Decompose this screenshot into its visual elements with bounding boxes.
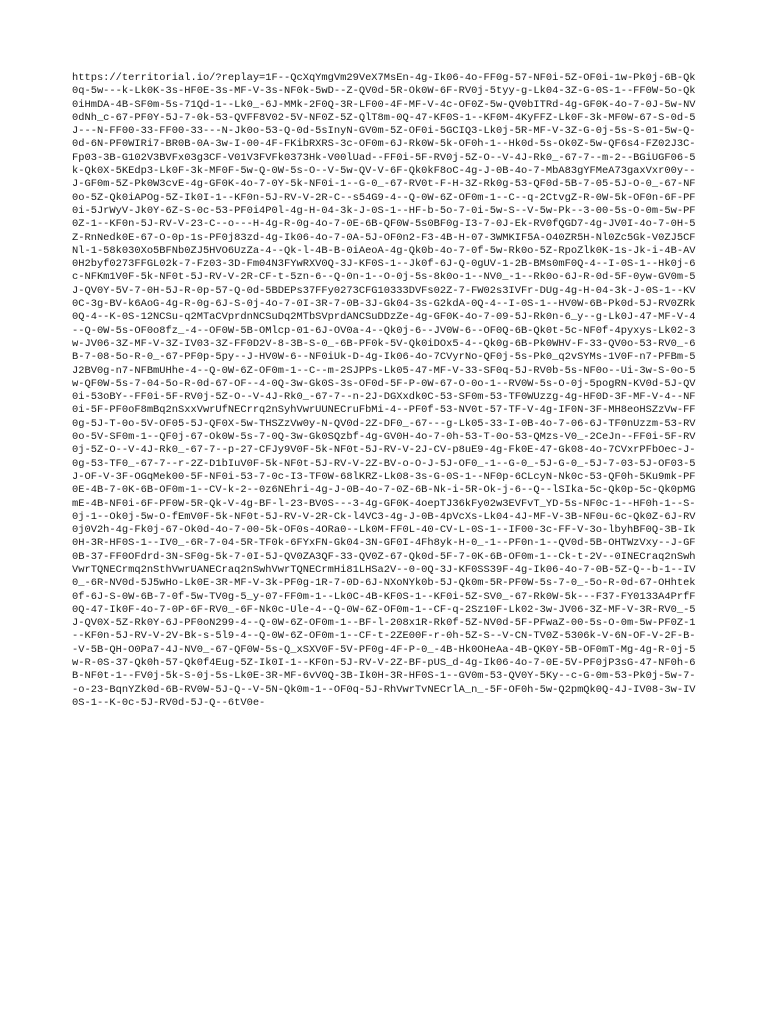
replay-url-text: https://territorial.io/?replay=1F--QcXqYmgVm29VeX7MsEn-4g-Ik06-4o-FF0g-57-NF0i-5Z-OF0i-1w-Pk0j-6B-Qk0q-5w---k-Lk0K-3s-HF0E-3s-MF-V-3s-NF0k-5wD--Z-QV0d-5R-Ok0W-6F-RV0j-5tyy-g-Lk04-3Z-G-0S-1--FF0W-5o-Qk0iHmDA-4B-SF0m-5s-71Qd-1--Lk0_-6J-MMk-2F0Q-3R-LF00-4F-MF-V-4c-OF0Z-5w-QV0bITRd-4g-GF0K-4o-7-0J-5w-NV0dNh_c-67-PF0Y-5J-7-0k-53-QVFF8V02-5V-NF0Z-5Z-QlT8m-0Q-47-KF0S-1--KF0M-4KyFFZ-Lk0F-3k-MF0W-67-S-0d-5J---N-FF00-33-FF00-33---N-Jk0o-53-Q-0d-5sInyN-GV0m-5Z-OF0i-5GCIQ3-Lk0j-5R-MF-V-3Z-G-0j-5s-S-01-5w-Q-0d-6N-PF0WIRi7-BR0B-0A-3w-I-00-4F-FKibRXRS-3c-OF0m-6J-Rk0W-5k-OF0h-1--Hk0d-5s-Ok0Z-5w-QF6s4-FZ02J3C-Fp03-3B-G102V3BVFx03g3CF-V01V3FVFk0373Hk-V00lUad--FF0i-5F-RV0j-5Z-O--V-4J-Rk0_-67-7--m-2--BGiUGF06-5k-Qk0X-5KEdp3-Lk0F-3k-MF0F-5w-Q-0W-5s-O--V-5w-QV-V-6F-Qk0kF8oC-4g-J-0B-4o-7-MbA83gYFMeA73gaxVxr00y--J-GF0m-5Z-Pk0W3cvE-4g-GF0K-4o-7-0Y-5k-NF0i-1--G-0_-67-RV0t-F-H-3Z-Rk0g-53-QF0d-5B-7-05-5J-O-0_-67-NF0o-5Z-Qk0iAPOg-5Z-Ik0I-1--KF0n-5J-RV-V-2R-C--s54G9-4--Q-0W-6Z-OF0m-1--C--q-2CtvgZ-R-0W-5k-OF0n-6F-PF0i-5JrWyV-Jk0Y-6Z-S-0c-53-PF0i4P0l-4g-H-04-3k-J-0S-1--HF-b-5o-7-0i-5w-S--V-5w-Pk--3-00-5s-O-0m-5w-PF0Z-1--KF0n-5J-RV-V-23-C--o---H-4g-R-0g-4o-7-0E-6B-QF0W-5s0BF0g-I3-7-0J-Ek-RV0fQGD7-4g-JV0I-4o-7-0H-5Z-RnNedk0E-67-O-0p-1s-PF0j83zd-4g-Ik06-4o-7-0A-5J-OF0n2-F3-4B-H-07-3WMKIF5A-O40ZR5H-Nl0Zc5Gk-V0ZJ5CFNl-1-58k030Xo5BFNb0ZJ5HVO6UzZa-4--Qk-l-4B-B-0iAeoA-4g-Qk0b-4o-7-0f-5w-Rk0o-5Z-RpoZlk0K-1s-Jk-i-4B-AV0H2byf0273FFGL02k-7-Fz03-3D-Fm04N3FYwRXV0Q-3J-KF0S-1--Jk0f-6J-Q-0gUV-1-2B-BMs0mF0Q-4--I-0S-1--Hk0j-6c-NFKm1V0F-5k-NF0t-5J-RV-V-2R-CF-t-5zn-6--Q-0n-1--O-0j-5s-8k0o-1--NV0_-1--Rk0o-6J-R-0d-5F-0yw-GV0m-5J-QV0Y-5V-7-0H-5J-R-0p-57-Q-0d-5BDEPs37FFy0273CFG10333DVFs02Z-7-FW02s3IVFr-DUg-4g-H-04-3k-J-0S-1--KV0C-3g-BV-k6AoG-4g-R-0g-6J-S-0j-4o-7-0I-3R-7-0B-3J-Gk04-3s-G2kdA-0Q-4--I-0S-1--HV0W-6B-Pk0d-5J-RV0ZRk0Q-4--K-0S-12NCSu-q2MTaCVprdnNCSuDq2MTbSVprdANCSuDDzZe-4g-GF0K-4o-7-09-5J-Rk0n-6_y--g-Lk0J-47-MF-V-4--Q-0W-5s-OF0o8fz_-4--OF0W-5B-OMlcp-01-6J-OV0a-4--Qk0j-6--JV0W-6--OF0Q-6B-Qk0t-5c-NF0f-4pyxys-Lk02-3w-JV06-3Z-MF-V-3Z-IV03-3Z-FF0D2V-8-3B-S-0_-6B-PF0k-5V-Qk0iDOx5-4--Qk0g-6B-Pk0WHV-F-33-QV0o-53-RV0_-6B-7-08-5o-R-0_-67-PF0p-5py--J-HV0W-6--NF0iUk-D-4g-Ik06-4o-7CVyrNo-QF0j-5s-Pk0_q2vSYMs-1V0F-n7-PFBm-5J2BV0g-n7-NFBmUHhe-4--Q-0W-6Z-OF0m-1--C--m-2SJPPs-Lk05-47-MF-V-33-SF0q-5J-RV0b-5s-NF0o--Ui-3w-S-0o-5w-QF0W-5s-7-04-5o-R-0d-67-OF--4-0Q-3w-Gk0S-3s-OF0d-5F-P-0W-67-O-0o-1--RV0W-5s-O-0j-5pogRN-KV0d-5J-QV0i-53oBY--FF0i-5F-RV0j-5Z-O--V-4J-Rk0_-67-7--n-2J-DGXxdk0C-53-SF0m-53-TF0WUzzg-4g-HF0D-3F-MF-V-4--NF0i-5F-PF0oF8mBq2nSxxVwrUfNECrrq2nSyhVwrUUNECruFbMi-4--PF0f-53-NV0t-57-TF-V-4g-IF0N-3F-MH8eoHSZzVw-FF0g-5J-T-0o-5V-OF05-5J-QF0X-5w-THSZzVw0y-N-QV0d-2Z-DF0_-67---g-Lk05-33-I-0B-4o-7-06-6J-TF0nUzzm-53-RV0o-5V-SF0m-1--QF0j-67-Ok0W-5s-7-0Q-3w-Gk0SQzbf-4g-GV0H-4o-7-0h-53-T-0o-53-QMzs-V0_-2CeJn--FF0i-5F-RV0j-5Z-O--V-4J-Rk0_-67-7--p-27-CFJy9V0F-5k-NF0t-5J-RV-V-2J-CV-p8uE9-4g-Fk0E-47-Gk08-4o-7CVxrPFbOec-J-0g-53-TF0_-67-7--r-2Z-D1bIuV0F-5k-NF0t-5J-RV-V-2Z-BV-o-O-J-5J-OF0_-1--G-0_-5J-G-0_-5J-7-03-5J-OF03-5J-OF-V-3F-OGqMek00-5F-NF0i-53-7-0c-I3-TF0W-68lKRZ-Lk08-3s-G-0S-1--NF0p-6CLcyN-Nk0c-53-QF0h-5Ku9mk-PF0E-4B-7-0K-6B-OF0m-1--CV-k-2--0z6NEhri-4g-J-0B-4o-7-0Z-6B-Nk-i-5R-Ok-j-6--Q--lSIka-5c-Qk0p-5c-Qk0pMGmE-4B-NF0i-6F-PF0W-5R-Qk-V-4g-BF-l-23-BV0S---3-4g-GF0K-4oepTJ36kFy02w3EVFvT_YD-5s-NF0c-1--HF0h-1--S-0j-1--Ok0j-5w-O-fEmV0F-5k-NF0t-5J-RV-V-2R-Ck-l4VC3-4g-J-0B-4pVcXs-Lk04-4J-MF-V-3B-NF0u-6c-Qk0Z-6J-RV0j0V2h-4g-Fk0j-67-Ok0d-4o-7-00-5k-OF0s-4ORa0--Lk0M-FF0L-40-CV-L-0S-1--IF00-3c-FF-V-3o-lbyhBF0Q-3B-Ik0H-3R-HF0S-1--IV0_-6R-7-04-5R-TF0k-6FYxFN-Gk04-3N-GF0I-4Fh8yk-H-0_-1--PF0n-1--QV0d-5B-OHTWzVxy--J-GF0B-37-FF0OFdrd-3N-SF0g-5k-7-0I-5J-QV0ZA3QF-33-QV0Z-67-Qk0d-5F-7-0K-6B-OF0m-1--Ck-t-2V--0INECraq2nSwhVwrTQNECrmq2nSthVwrUANECraq2nSwhVwrTQNECrmHi81LHSa2V--0-0Q-3J-KF0SS39F-4g-Ik06-4o-7-0B-5Z-Q--b-1--IV0_-6R-NV0d-5J5wHo-Lk0E-3R-MF-V-3k-PF0g-1R-7-0D-6J-NXoNYk0b-5J-Qk0m-5R-PF0W-5s-7-0_-5o-R-0d-67-OHhtek0f-6J-S-0W-6B-7-0f-5w-TV0g-5_y-07-FF0m-1--Lk0C-4B-KF0S-1--KF0i-5Z-SV0_-67-Rk0W-5k---F37-FY0133A4PrfF0Q-47-Ik0F-4o-7-0P-6F-RV0_-6F-Nk0c-Ule-4--Q-0W-6Z-OF0m-1--CF-q-2Sz10F-Lk02-3w-JV06-3Z-MF-V-3R-RV0_-5J-QV0X-5Z-Rk0Y-6J-PF0oN299-4--Q-0W-6Z-OF0m-1--BF-l-208x1R-Rk0f-5Z-NV0d-5F-PFwaZ-00-5s-O-0m-5w-PF0Z-1--KF0n-5J-RV-V-2V-Bk-s-5l9-4--Q-0W-6Z-OF0m-1--CF-t-2ZE00F-r-0h-5Z-S--V-CN-TV0Z-5306k-V-6N-OF-V-2F-B--V-5B-QH-O0Pa7-4J-NV0_-67-QF0W-5s-Q_xSXV0F-5V-PF0g-4F-P-0_-4B-Hk0OHeAa-4B-QK0Y-5B-OF0mT-Mg-4g-R-0j-5w-R-0S-37-Qk0h-57-Qk0f4Eug-5Z-Ik0I-1--KF0n-5J-RV-V-2Z-BF-pUS_d-4g-Ik06-4o-7-0E-5V-PF0jP3sG-47-NF0h-6B-NF0t-1--FV0j-5k-S-0j-5s-Lk0E-3R-MF-6vV0Q-3B-Ik0H-3R-HF0S-1--GV0m-53-QV0Y-5Ky--c-G-0m-53-Pk0j-5w-7--o-23-BqnYZk0d-6B-RV0W-5J-Q--V-5N-Qk0m-1--OF0q-5J-RhVwrTvNECrlA_n_-5F-OF0h-5w-Q2pmQk0Q-4J-IV08-3w-IV0S-1--K-0c-5J-RV0d-5J-Q--6tV0e- xyxy=(72,72,696,709)
